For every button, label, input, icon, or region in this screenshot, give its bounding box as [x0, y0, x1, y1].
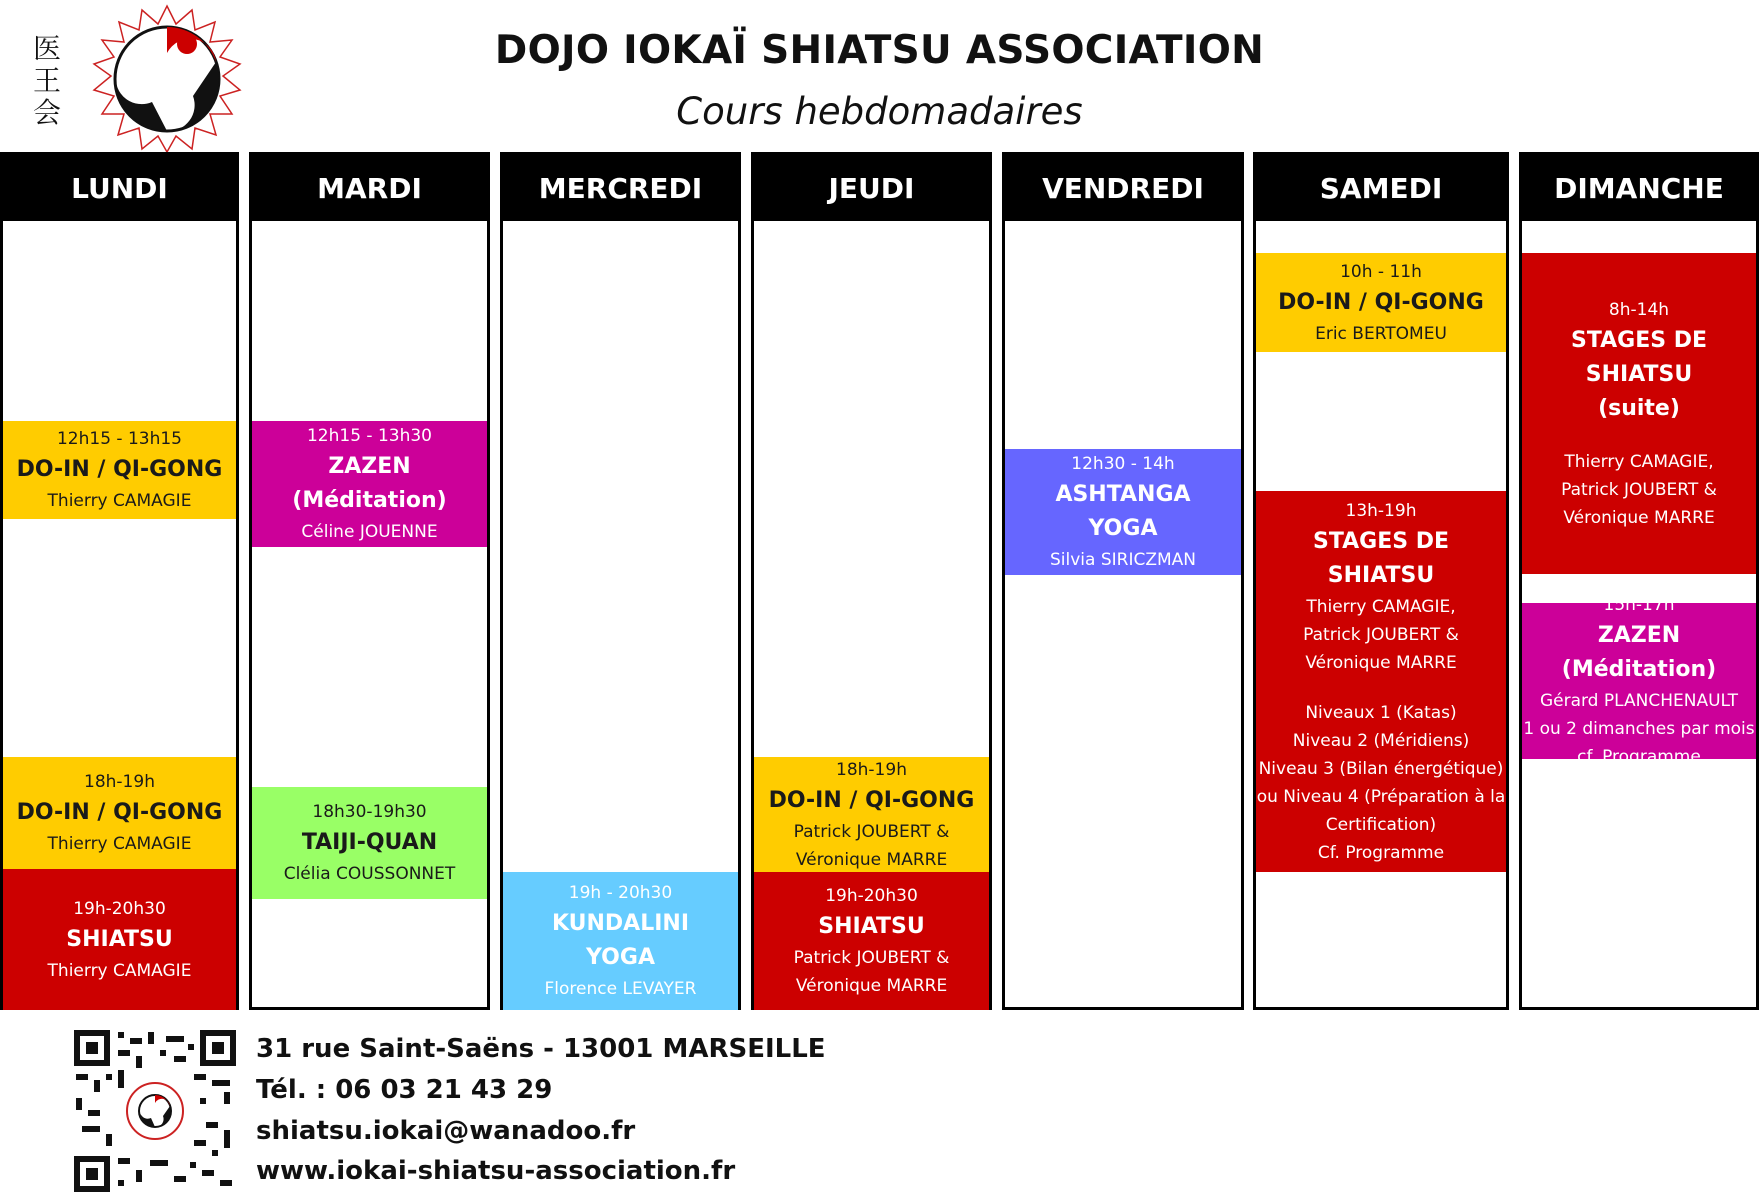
class-time: 12h15 - 13h30	[306, 426, 433, 446]
class-title: DO-IN / QI-GONG	[16, 457, 223, 482]
class-title: DO-IN / QI-GONG	[768, 787, 975, 813]
class-block	[3, 757, 236, 869]
class-teacher: Florence LEVAYER	[544, 979, 697, 999]
class-title: DO-IN / QI-GONG	[16, 800, 223, 825]
day-header: LUNDI	[3, 155, 236, 221]
day-column-mercredi	[500, 152, 741, 1010]
class-title: SHIATSU	[1327, 562, 1435, 588]
day-header: SAMEDI	[1256, 155, 1506, 221]
qr-code[interactable]	[74, 1030, 236, 1192]
page-title: DOJO IOKAÏ SHIATSU ASSOCIATION	[494, 28, 1265, 73]
day-column-mardi	[249, 152, 490, 1010]
class-block	[252, 787, 487, 899]
day-column-vendredi	[1002, 152, 1244, 1010]
class-block	[1522, 253, 1756, 574]
footer-website[interactable]: www.iokai-shiatsu-association.fr	[256, 1156, 736, 1186]
class-block	[1005, 449, 1241, 575]
class-title: YOGA	[586, 945, 655, 970]
class-teacher: Patrick JOUBERT &	[793, 948, 950, 968]
class-title: (suite)	[1598, 395, 1680, 421]
class-time: 15h-17h	[1603, 595, 1675, 615]
class-time: 8h-14h	[1608, 299, 1670, 320]
class-teacher: Véronique MARRE	[1563, 507, 1715, 528]
class-title: ASHTANGA	[1055, 482, 1191, 507]
day-header: MERCREDI	[503, 155, 738, 221]
class-note: Cf. Programme	[1317, 842, 1445, 863]
class-teacher: Thierry CAMAGIE,	[1564, 451, 1714, 472]
class-teacher: Céline JOUENNE	[301, 522, 438, 542]
day-column-dimanche	[1519, 152, 1759, 1010]
kanji-char: 王	[32, 64, 62, 97]
kanji-char: 会	[32, 96, 62, 129]
class-title: ZAZEN	[328, 454, 411, 479]
class-note: 1 ou 2 dimanches par mois	[1523, 719, 1755, 739]
class-block	[754, 872, 989, 1010]
class-title: SHIATSU	[818, 914, 925, 939]
class-title: KUNDALINI	[551, 911, 690, 936]
footer-phone: Tél. : 06 03 21 43 29	[256, 1075, 553, 1105]
class-title: SHIATSU	[1585, 361, 1693, 387]
class-teacher: Patrick JOUBERT &	[793, 821, 950, 842]
class-level: Niveaux 1 (Katas)	[1305, 702, 1457, 723]
class-title: YOGA	[1088, 516, 1158, 541]
class-block	[754, 757, 989, 872]
footer-email[interactable]: shiatsu.iokai@wanadoo.fr	[256, 1116, 636, 1146]
class-level: Niveau 2 (Méridiens)	[1292, 730, 1470, 751]
class-block	[3, 421, 236, 519]
class-time: 18h-19h	[84, 772, 155, 792]
footer-address: 31 rue Saint-Saëns - 13001 MARSEILLE	[256, 1034, 826, 1064]
class-title: DO-IN / QI-GONG	[1278, 289, 1484, 315]
class-teacher: Thierry CAMAGIE	[47, 960, 192, 981]
class-time: 19h - 20h30	[568, 883, 673, 903]
class-teacher: Véronique MARRE	[795, 976, 948, 996]
page-subtitle: Cours hebdomadaires	[676, 90, 1083, 133]
class-level: Niveau 3 (Bilan énergétique)	[1258, 758, 1504, 779]
class-title: TAIJI-QUAN	[301, 830, 438, 855]
day-header: JEUDI	[754, 155, 989, 221]
class-time: 13h-19h	[1345, 500, 1417, 521]
class-note: cf. Programme	[1577, 747, 1701, 767]
class-teacher: Eric BERTOMEU	[1315, 323, 1447, 344]
class-block	[1522, 595, 1756, 767]
class-time: 12h30 - 14h	[1071, 454, 1175, 474]
class-teacher: Thierry CAMAGIE,	[1306, 596, 1456, 617]
class-teacher: Thierry CAMAGIE	[47, 834, 192, 854]
class-title: (Méditation)	[292, 488, 447, 513]
class-level: ou Niveau 4 (Préparation à la	[1256, 786, 1506, 807]
class-block	[1256, 253, 1506, 352]
class-block	[3, 869, 236, 1010]
class-teacher: Clélia COUSSONNET	[283, 864, 456, 884]
class-time: 19h-20h30	[73, 898, 166, 919]
class-time: 18h-19h	[836, 759, 907, 780]
class-time: 18h30-19h30	[312, 802, 427, 822]
day-header: MARDI	[252, 155, 487, 221]
class-block	[1256, 491, 1506, 872]
class-teacher: Patrick JOUBERT &	[1303, 624, 1459, 645]
class-block	[252, 421, 487, 547]
class-title: STAGES DE	[1312, 528, 1450, 554]
class-block	[503, 872, 738, 1010]
class-teacher: Véronique MARRE	[1305, 652, 1457, 673]
day-column-lundi	[0, 152, 239, 1010]
kanji-char: 医	[32, 32, 62, 65]
class-level: Certification)	[1325, 814, 1437, 835]
day-header: VENDREDI	[1005, 155, 1241, 221]
day-column-samedi	[1253, 152, 1509, 1010]
class-title: ZAZEN (Méditation)	[1561, 623, 1717, 682]
class-time: 12h15 - 13h15	[56, 429, 183, 449]
day-header: DIMANCHE	[1522, 155, 1756, 221]
class-teacher: Patrick JOUBERT &	[1561, 479, 1717, 500]
class-time: 10h - 11h	[1340, 261, 1422, 282]
class-teacher: Véronique MARRE	[795, 849, 948, 870]
class-time: 19h-20h30	[825, 886, 918, 906]
class-title: STAGES DE	[1570, 327, 1708, 353]
class-teacher: Thierry CAMAGIE	[47, 491, 192, 511]
class-teacher: Silvia SIRICZMAN	[1049, 550, 1196, 570]
class-title: SHIATSU	[66, 926, 173, 952]
day-column-jeudi	[751, 152, 992, 1010]
class-teacher: Gérard PLANCHENAULT	[1539, 691, 1739, 711]
